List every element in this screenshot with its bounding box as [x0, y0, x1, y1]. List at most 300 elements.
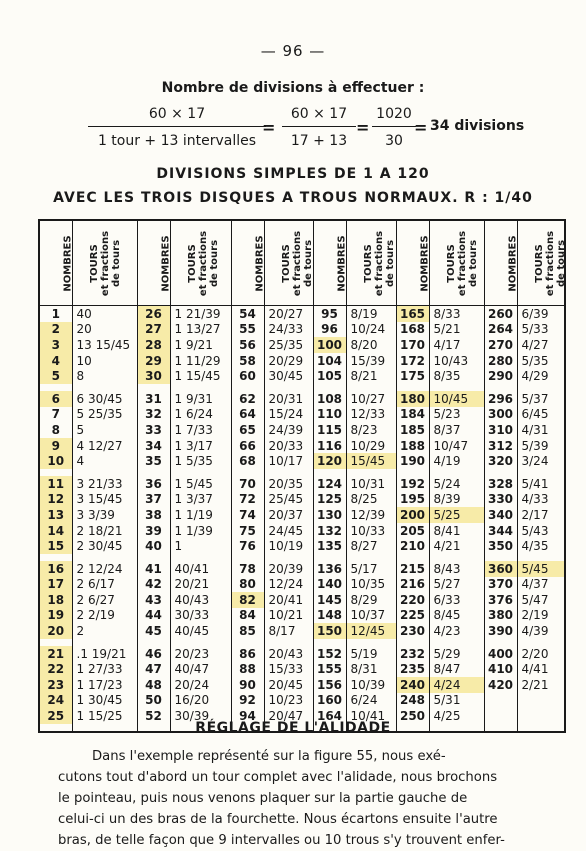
gap-cell — [429, 469, 484, 476]
cell-tours: 8/35 — [429, 368, 484, 384]
cell-tours: 8/47 — [429, 661, 484, 677]
header-tours-line: de tours — [555, 239, 567, 287]
header-nombres-label: NOMBRES — [254, 234, 266, 292]
gap-cell — [396, 384, 429, 391]
paragraph-line: Dans l'exemple représenté sur la figure 55, nous exé- — [92, 749, 446, 764]
cell-nombre: 250 — [396, 708, 429, 724]
cell-tours: 10/41 — [346, 708, 396, 724]
header-tours-line: TOURS — [88, 243, 100, 283]
header-tours-line: TOURS — [533, 243, 545, 283]
cell-tours: 2/21 — [517, 677, 565, 693]
cell-nombre: 25 — [39, 708, 72, 724]
table-row — [39, 322, 565, 338]
cell-tours: 5/47 — [517, 592, 565, 608]
cell-tours: 4/23 — [429, 623, 484, 639]
cell-tours: 10/35 — [346, 577, 396, 593]
cell-nombre: 100 — [313, 337, 346, 353]
cell-tours: 6/45 — [517, 407, 565, 423]
cell-nombre: 376 — [484, 592, 517, 608]
cell-tours: 1 1/39 — [170, 523, 231, 539]
cell-nombre: 48 — [137, 677, 170, 693]
gap-cell — [264, 384, 313, 391]
cell-tours: 40/45 — [170, 623, 231, 639]
cell-tours: 1 17/23 — [72, 677, 137, 693]
cell-tours: 20/27 — [264, 306, 313, 322]
cell-nombre: 16 — [39, 561, 72, 577]
header-nombres — [39, 220, 72, 306]
cell-nombre: 328 — [484, 476, 517, 492]
cell-nombre: 86 — [231, 646, 264, 662]
cell-nombre: 220 — [396, 592, 429, 608]
cell-tours: 1 7/33 — [170, 422, 231, 438]
cell-tours: 8/39 — [429, 492, 484, 508]
cell-tours: 5 — [72, 422, 137, 438]
gap-cell — [429, 554, 484, 561]
cell-nombre: 344 — [484, 523, 517, 539]
cell-nombre: 410 — [484, 661, 517, 677]
cell-tours: 1 11/29 — [170, 353, 231, 369]
cell-nombre: 165 — [396, 306, 429, 322]
cell-tours: 5/23 — [429, 407, 484, 423]
cell-nombre: 225 — [396, 608, 429, 624]
cell-tours: 6 30/45 — [72, 391, 137, 407]
cell-tours: 1 21/39 — [170, 306, 231, 322]
gap-cell — [231, 639, 264, 646]
cell-nombre: 56 — [231, 337, 264, 353]
cell-tours: 1 5/45 — [170, 476, 231, 492]
cell-nombre: 32 — [137, 407, 170, 423]
cell-tours: 8/31 — [346, 661, 396, 677]
cell-tours: 5/39 — [517, 438, 565, 454]
table-row — [39, 592, 565, 608]
cell-tours: 10/47 — [429, 438, 484, 454]
header-nombres — [231, 220, 264, 306]
header-tours-label — [363, 230, 396, 295]
table-row — [39, 561, 565, 577]
header-nombres — [484, 220, 517, 306]
cell-nombre: 320 — [484, 453, 517, 469]
gap-cell — [231, 384, 264, 391]
cell-tours: 20/31 — [264, 391, 313, 407]
gap-cell — [137, 554, 170, 561]
cell-nombre: 13 — [39, 507, 72, 523]
cell-tours: 10 — [72, 353, 137, 369]
cell-tours: 4/17 — [429, 337, 484, 353]
cell-nombre: 84 — [231, 608, 264, 624]
cell-nombre: 160 — [313, 693, 346, 709]
cell-tours: 15/33 — [264, 661, 313, 677]
cell-tours: 8/27 — [346, 538, 396, 554]
cell-tours: 5 25/35 — [72, 407, 137, 423]
cell-tours: 24/45 — [264, 523, 313, 539]
table-row — [39, 476, 565, 492]
paragraph-line: cutons tout d'abord un tour complet avec l'alidade, nous brochons — [58, 770, 498, 785]
cell-nombre: 20 — [39, 623, 72, 639]
cell-nombre: 168 — [396, 322, 429, 338]
cell-nombre: 104 — [313, 353, 346, 369]
cell-tours: 4/27 — [517, 337, 565, 353]
fraction-3-numerator: 1020 — [376, 106, 412, 122]
cell-nombre: 232 — [396, 646, 429, 662]
cell-nombre: 70 — [231, 476, 264, 492]
cell-nombre: 184 — [396, 407, 429, 423]
cell-nombre: 95 — [313, 306, 346, 322]
table-row — [39, 538, 565, 554]
cell-tours: 10/33 — [346, 523, 396, 539]
cell-tours: 1 3/17 — [170, 438, 231, 454]
cell-nombre — [484, 693, 517, 709]
cell-tours: 8/29 — [346, 592, 396, 608]
cell-nombre: 248 — [396, 693, 429, 709]
cell-tours: 8/21 — [346, 368, 396, 384]
cell-nombre: 26 — [137, 306, 170, 322]
cell-nombre: 46 — [137, 646, 170, 662]
cell-nombre: 34 — [137, 438, 170, 454]
cell-nombre: 64 — [231, 407, 264, 423]
cell-nombre: 6 — [39, 391, 72, 407]
header-tours — [346, 220, 396, 306]
cell-tours: 8/33 — [429, 306, 484, 322]
gap-cell — [137, 469, 170, 476]
cell-tours: 20/23 — [170, 646, 231, 662]
cell-nombre: 105 — [313, 368, 346, 384]
cell-nombre: 9 — [39, 438, 72, 454]
cell-nombre: 155 — [313, 661, 346, 677]
gap-cell — [264, 554, 313, 561]
cell-tours: 5/29 — [429, 646, 484, 662]
cell-nombre: 280 — [484, 353, 517, 369]
cell-nombre: 42 — [137, 577, 170, 593]
header-tours-line: et fractions — [544, 230, 556, 296]
cell-tours: 8/45 — [429, 608, 484, 624]
table-group-gap — [39, 469, 565, 476]
gap-cell — [346, 469, 396, 476]
cell-tours: 2 30/45 — [72, 538, 137, 554]
cell-nombre: 180 — [396, 391, 429, 407]
cell-nombre: 33 — [137, 422, 170, 438]
cell-tours: 4/31 — [517, 422, 565, 438]
cell-tours: 40/47 — [170, 661, 231, 677]
cell-tours: 1 27/33 — [72, 661, 137, 677]
cell-nombre: 300 — [484, 407, 517, 423]
cell-tours: 20/37 — [264, 507, 313, 523]
cell-tours: 20/21 — [170, 577, 231, 593]
cell-nombre: 264 — [484, 322, 517, 338]
fraction-1-numerator: 60 × 17 — [148, 106, 206, 122]
cell-nombre: 28 — [137, 337, 170, 353]
cell-tours: 1 15/25 — [72, 708, 137, 724]
cell-nombre: 135 — [313, 538, 346, 554]
cell-nombre: 10 — [39, 453, 72, 469]
paragraph-line: bras, de telle façon que 9 intervalles ou 10 trous s'y trouvent enfer- — [58, 833, 505, 848]
table-row — [39, 306, 565, 322]
gap-cell — [231, 469, 264, 476]
cell-tours: .1 19/21 — [72, 646, 137, 662]
cell-tours: 10/21 — [264, 608, 313, 624]
header-nombres — [137, 220, 170, 306]
cell-nombre: 210 — [396, 538, 429, 554]
header-tours-label — [446, 230, 479, 295]
gap-cell — [72, 639, 137, 646]
cell-tours: 12/39 — [346, 507, 396, 523]
header-tours-line: de tours — [384, 239, 396, 287]
cell-tours: 5/35 — [517, 353, 565, 369]
cell-nombre: 140 — [313, 577, 346, 593]
cell-tours: 16/20 — [170, 693, 231, 709]
cell-tours: 2 6/27 — [72, 592, 137, 608]
cell-tours: 2 — [72, 623, 137, 639]
cell-nombre: 260 — [484, 306, 517, 322]
cell-tours: 10/43 — [429, 353, 484, 369]
cell-tours: 10/31 — [346, 476, 396, 492]
cell-tours: 15/39 — [346, 353, 396, 369]
cell-tours: 15/45 — [346, 453, 396, 469]
table-row — [39, 693, 565, 709]
header-tours-line: de tours — [208, 239, 220, 287]
cell-nombre: 22 — [39, 661, 72, 677]
equals-sign-3: = — [414, 118, 428, 137]
cell-tours: 2 2/19 — [72, 608, 137, 624]
cell-nombre: 290 — [484, 368, 517, 384]
paragraph-line: celui-ci un des bras de la fourchette. Nous écartons ensuite l'autre — [58, 812, 498, 827]
cell-tours: 25/35 — [264, 337, 313, 353]
cell-tours: 12/45 — [346, 623, 396, 639]
cell-nombre: 350 — [484, 538, 517, 554]
cell-nombre: 400 — [484, 646, 517, 662]
cell-nombre: 8 — [39, 422, 72, 438]
cell-tours: 3 3/39 — [72, 507, 137, 523]
cell-tours: 8/23 — [346, 422, 396, 438]
cell-tours: 3 21/33 — [72, 476, 137, 492]
cell-tours: 6/33 — [429, 592, 484, 608]
equals-sign-2: = — [356, 118, 370, 137]
gap-cell — [346, 639, 396, 646]
fraction-3-denominator: 30 — [372, 126, 416, 149]
cell-nombre: 120 — [313, 453, 346, 469]
cell-tours: 5/19 — [346, 646, 396, 662]
header-tours-line: et fractions — [99, 230, 111, 296]
table-row — [39, 623, 565, 639]
cell-tours: 8 — [72, 368, 137, 384]
header-tours-label — [89, 230, 122, 295]
cell-tours: 24/33 — [264, 322, 313, 338]
cell-tours: 12/24 — [264, 577, 313, 593]
header-tours-line: de tours — [302, 239, 314, 287]
cell-nombre: 108 — [313, 391, 346, 407]
table-row — [39, 523, 565, 539]
cell-tours: 4/35 — [517, 538, 565, 554]
gap-cell — [39, 384, 72, 391]
table-row — [39, 407, 565, 423]
cell-nombre: 18 — [39, 592, 72, 608]
cell-tours: 1 1/19 — [170, 507, 231, 523]
cell-tours: 1 — [170, 538, 231, 554]
table-row — [39, 677, 565, 693]
cell-nombre: 188 — [396, 438, 429, 454]
header-tours-label — [534, 230, 567, 295]
cell-tours: 40 — [72, 306, 137, 322]
cell-tours: 4/39 — [517, 623, 565, 639]
cell-tours: 20/35 — [264, 476, 313, 492]
cell-nombre: 80 — [231, 577, 264, 593]
cell-tours: 8/41 — [429, 523, 484, 539]
cell-nombre: 310 — [484, 422, 517, 438]
gap-cell — [72, 469, 137, 476]
cell-nombre: 66 — [231, 438, 264, 454]
cell-tours: 20/33 — [264, 438, 313, 454]
gap-cell — [39, 554, 72, 561]
table-row — [39, 453, 565, 469]
gap-cell — [396, 639, 429, 646]
cell-tours: 8/20 — [346, 337, 396, 353]
cell-tours: 5/27 — [429, 577, 484, 593]
cell-nombre: 7 — [39, 407, 72, 423]
cell-tours: 4 12/27 — [72, 438, 137, 454]
cell-tours: 40/41 — [170, 561, 231, 577]
gap-cell — [429, 639, 484, 646]
cell-nombre: 145 — [313, 592, 346, 608]
cell-nombre: 235 — [396, 661, 429, 677]
cell-tours — [517, 693, 565, 709]
cell-tours: 12/33 — [346, 407, 396, 423]
cell-tours: 3 15/45 — [72, 492, 137, 508]
table-heading: DIVISIONS SIMPLES DE 1 A 120 — [156, 166, 430, 182]
gap-cell — [72, 384, 137, 391]
cell-tours: 5/37 — [517, 391, 565, 407]
cell-nombre: 94 — [231, 708, 264, 724]
header-tours — [72, 220, 137, 306]
cell-tours: 4/21 — [429, 538, 484, 554]
cell-nombre: 68 — [231, 453, 264, 469]
cell-tours: 20/45 — [264, 677, 313, 693]
cell-nombre: 76 — [231, 538, 264, 554]
header-tours-line: et fractions — [291, 230, 303, 296]
gap-cell — [396, 554, 429, 561]
page-number: — 96 — — [260, 42, 326, 60]
header-nombres — [396, 220, 429, 306]
header-tours-line: TOURS — [186, 243, 198, 283]
table-subheading: AVEC LES TROIS DISQUES A TROUS NORMAUX. R : 1/40 — [53, 190, 533, 206]
cell-nombre: 41 — [137, 561, 170, 577]
cell-tours: 5/33 — [517, 322, 565, 338]
header-tours-line: de tours — [110, 239, 122, 287]
cell-nombre: 60 — [231, 368, 264, 384]
cell-nombre: 360 — [484, 561, 517, 577]
cell-nombre: 216 — [396, 577, 429, 593]
cell-nombre: 31 — [137, 391, 170, 407]
cell-tours: 8/19 — [346, 306, 396, 322]
gap-cell — [313, 554, 346, 561]
table-row — [39, 337, 565, 353]
gap-cell — [170, 469, 231, 476]
cell-tours: 6/24 — [346, 693, 396, 709]
cell-nombre: 23 — [39, 677, 72, 693]
table-body — [39, 306, 565, 732]
header-tours-line: TOURS — [280, 243, 292, 283]
header-tours — [264, 220, 313, 306]
gap-cell — [170, 384, 231, 391]
cell-tours: 3/24 — [517, 453, 565, 469]
cell-nombre: 164 — [313, 708, 346, 724]
cell-nombre: 19 — [39, 608, 72, 624]
cell-tours: 10/19 — [264, 538, 313, 554]
cell-tours: 10/39 — [346, 677, 396, 693]
cell-tours: 1 13/27 — [170, 322, 231, 338]
gap-cell — [484, 384, 517, 391]
table-row — [39, 391, 565, 407]
cell-nombre: 27 — [137, 322, 170, 338]
gap-cell — [313, 384, 346, 391]
gap-cell — [170, 554, 231, 561]
cell-tours: 8/17 — [264, 623, 313, 639]
gap-cell — [170, 639, 231, 646]
gap-cell — [39, 469, 72, 476]
table-group-gap — [39, 639, 565, 646]
header-nombres-label: NOMBRES — [336, 234, 348, 292]
table-group-gap — [39, 554, 565, 561]
cell-nombre: 172 — [396, 353, 429, 369]
header-tours-label — [187, 230, 220, 295]
fraction-1-denominator: 1 tour + 13 intervalles — [88, 126, 266, 149]
cell-nombre: 47 — [137, 661, 170, 677]
gap-cell — [137, 639, 170, 646]
cell-tours: 8/25 — [346, 492, 396, 508]
cell-tours: 40/43 — [170, 592, 231, 608]
cell-nombre: 15 — [39, 538, 72, 554]
cell-nombre: 152 — [313, 646, 346, 662]
table-row — [39, 438, 565, 454]
equals-sign-1: = — [262, 118, 276, 137]
cell-tours: 20/24 — [170, 677, 231, 693]
cell-tours: 20 — [72, 322, 137, 338]
header-nombres-label: NOMBRES — [507, 234, 519, 292]
cell-nombre: 50 — [137, 693, 170, 709]
cell-nombre: 75 — [231, 523, 264, 539]
cell-tours: 2 6/17 — [72, 577, 137, 593]
cell-tours: 8/37 — [429, 422, 484, 438]
cell-nombre: 29 — [137, 353, 170, 369]
cell-nombre: 420 — [484, 677, 517, 693]
cell-nombre: 340 — [484, 507, 517, 523]
cell-nombre: 30 — [137, 368, 170, 384]
cell-nombre: 110 — [313, 407, 346, 423]
cell-nombre: 3 — [39, 337, 72, 353]
gap-cell — [484, 554, 517, 561]
cell-tours: 10/23 — [264, 693, 313, 709]
header-nombres-label: NOMBRES — [62, 234, 74, 292]
table-group-gap — [39, 384, 565, 391]
gap-cell — [264, 469, 313, 476]
cell-nombre: 116 — [313, 438, 346, 454]
header-tours — [429, 220, 484, 306]
cell-tours: 24/39 — [264, 422, 313, 438]
cell-tours: 13 15/45 — [72, 337, 137, 353]
formula-title: Nombre de divisions à effectuer : — [161, 80, 425, 96]
cell-nombre: 124 — [313, 476, 346, 492]
gap-cell — [396, 469, 429, 476]
gap-cell — [346, 554, 396, 561]
gap-cell — [264, 639, 313, 646]
cell-tours: 5/25 — [429, 507, 484, 523]
cell-tours: 10/24 — [346, 322, 396, 338]
cell-nombre: 11 — [39, 476, 72, 492]
cell-nombre: 54 — [231, 306, 264, 322]
cell-nombre: 44 — [137, 608, 170, 624]
cell-nombre: 192 — [396, 476, 429, 492]
cell-tours: 20/43 — [264, 646, 313, 662]
gap-cell — [484, 469, 517, 476]
header-tours-line: TOURS — [445, 243, 457, 283]
